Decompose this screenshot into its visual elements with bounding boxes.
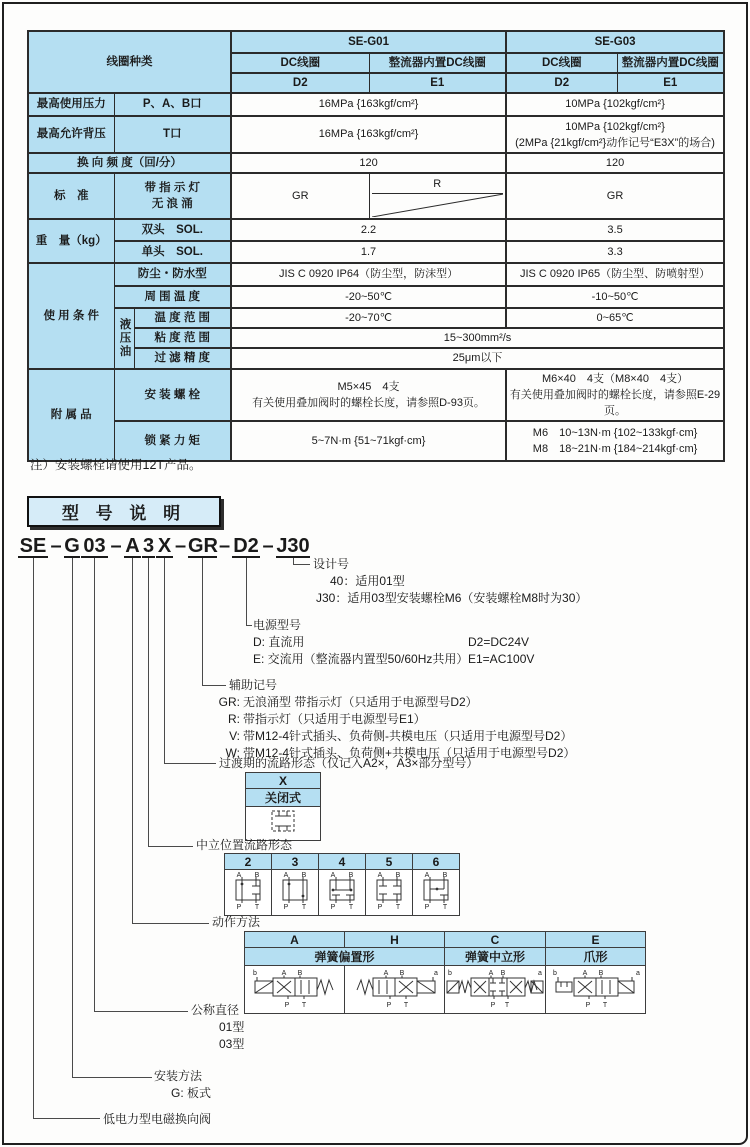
model-dash: –	[218, 535, 231, 557]
filtration-value: 25μm以下	[231, 348, 724, 369]
transition-type-label: 关闭式	[246, 789, 321, 807]
svg-text:B: B	[442, 872, 448, 879]
action-method-title: 动作方法	[212, 915, 261, 929]
mounting-bolt-g01	[231, 369, 506, 421]
connector-line	[94, 1011, 188, 1012]
svg-text:B: B	[297, 970, 302, 977]
weight-single-sol-label: 单头 SOL.	[114, 241, 231, 263]
model-dash: –	[110, 535, 122, 557]
max-pressure-label: 最高使用压力	[28, 93, 114, 116]
back-pressure-g03-line1: 10MPa {102kgf/cm²}	[565, 120, 665, 133]
svg-text:T: T	[395, 904, 401, 910]
action-type-detent: 爪形	[546, 948, 646, 966]
valve-symbol-neutral-3-icon	[273, 870, 317, 910]
weight-double-g03: 3.5	[506, 219, 724, 241]
connector-line	[246, 558, 247, 625]
svg-text:P: P	[330, 904, 336, 910]
aux-key: R:	[228, 712, 240, 726]
valve-symbol-action-a-icon	[247, 966, 343, 1008]
g01-rectifier-coil-header: 整流器内置DC线圈	[369, 53, 506, 73]
neutral-col-3: 3	[272, 854, 319, 870]
accessories-label: 附 属 品	[28, 369, 114, 461]
standard-indicator-label: 带 指 示 灯	[144, 182, 201, 194]
transition-flow-table	[245, 772, 321, 841]
neutral-symbol-cell	[225, 870, 272, 916]
tightening-torque-g03	[506, 421, 724, 461]
weight-double-sol-label: 双头 SOL.	[114, 219, 231, 241]
max-pressure-ports: P、A、B口	[114, 93, 231, 116]
ambient-temp-g03: -10~50℃	[506, 286, 724, 308]
aux-symbol-block	[214, 677, 575, 762]
back-pressure-g01: 16MPa {163kgf/cm²}	[231, 116, 506, 153]
weight-label: 重 量（kg）	[28, 219, 114, 263]
dustproof-g03: JIS C 0920 IP65（防尘型、防喷射型）	[506, 263, 724, 286]
dustproof-label: 防尘・防水型	[114, 263, 231, 286]
nominal-diameter-item: 01型	[219, 1020, 245, 1034]
max-pressure-g01: 16MPa {163kgf/cm²}	[231, 93, 506, 116]
neutral-col-2: 2	[225, 854, 272, 870]
svg-text:A: A	[377, 872, 383, 879]
svg-text:T: T	[348, 904, 354, 910]
svg-text:A: A	[236, 872, 242, 879]
svg-text:A: A	[283, 872, 289, 879]
connector-line	[72, 558, 73, 1077]
oil-temp-label: 温 度 范 围	[134, 308, 231, 328]
aux-desc: 带M12-4针式插头、负荷侧+共模电压（只适用于电源型号D2）	[243, 746, 576, 760]
svg-text:A: A	[383, 970, 388, 977]
voltage-e1: E1=AC100V	[468, 652, 535, 666]
svg-text:P: P	[424, 904, 430, 910]
connector-line	[202, 558, 203, 685]
connector-line	[246, 625, 252, 626]
viscosity-label: 粘 度 范 围	[134, 328, 231, 348]
valve-name-label: 低电力型电磁换向阀	[103, 1112, 212, 1126]
action-col-e: E	[546, 932, 646, 948]
standard-g01-e1-value: R	[433, 177, 442, 190]
svg-text:A: A	[281, 970, 286, 977]
max-pressure-g03: 10MPa {102kgf/cm²}	[506, 93, 724, 116]
g03-e1-header: E1	[617, 73, 724, 93]
connector-line	[148, 846, 193, 847]
oil-temp-g03: 0~65℃	[506, 308, 724, 328]
aux-item	[214, 711, 575, 728]
svg-text:P: P	[236, 904, 242, 910]
standard-label: 标 准	[28, 173, 114, 219]
switching-frequency-label: 换 向 频 度（回/分）	[28, 153, 231, 173]
transition-col-header: X	[246, 773, 321, 789]
power-type-item: D: 直流用	[253, 635, 305, 649]
nominal-diameter-title: 公称直径	[191, 1003, 240, 1017]
svg-text:B: B	[395, 872, 401, 879]
neutral-symbol-cell	[272, 870, 319, 916]
model-seg-03: 03	[81, 534, 108, 558]
corner-cell: 线圈种类	[28, 31, 231, 93]
bolt-g01-note: 有关使用叠加阀时的螺栓长度，请参照D-93页。	[252, 397, 485, 409]
neutral-col-5: 5	[366, 854, 413, 870]
svg-text:a: a	[635, 970, 640, 977]
model-dash: –	[262, 535, 274, 557]
connector-line	[164, 558, 165, 763]
bolt-g01-size: M5×45 4支	[337, 381, 400, 393]
dustproof-g01: JIS C 0920 IP64（防尘型，防沫型）	[231, 263, 506, 286]
action-method-table	[244, 931, 646, 1014]
tightening-torque-g01: 5~7N·m {51~71kgf·cm}	[231, 421, 506, 461]
svg-text:A: A	[582, 970, 587, 977]
valve-symbol-neutral-2-icon	[226, 870, 270, 910]
connector-line	[33, 558, 34, 1118]
torque-g03-m8: M8 18~21N·m {184~214kgf·cm}	[532, 443, 698, 455]
viscosity-value: 15~300mm²/s	[231, 328, 724, 348]
svg-text:B: B	[598, 970, 603, 977]
neutral-col-4: 4	[319, 854, 366, 870]
svg-text:B: B	[348, 872, 354, 879]
valve-symbol-action-e-icon	[548, 966, 644, 1008]
g03-dc-coil-header: DC线圈	[506, 53, 617, 73]
design-no-item: J30：适用03型安装螺栓M6（安装螺栓M8时为30）	[316, 591, 588, 605]
power-type-item: E: 交流用（整流器内置型50/60Hz共用）	[253, 652, 469, 666]
power-type-block	[253, 617, 468, 668]
connector-line	[293, 564, 310, 565]
standard-g03: GR	[506, 173, 724, 219]
valve-symbol-action-h-icon	[347, 966, 443, 1008]
torque-g03-m6: M6 10~13N·m {102~133kgf·cm}	[532, 427, 698, 439]
back-pressure-g03	[506, 116, 724, 153]
standard-g01-e1	[369, 173, 506, 219]
aux-item	[214, 728, 575, 745]
svg-text:P: P	[377, 904, 383, 910]
mounting-bolt-label: 安 装 螺 栓	[114, 369, 231, 421]
tightening-torque-label: 锁 紧 力 矩	[114, 421, 231, 461]
model-seg-g: G	[64, 535, 80, 557]
aux-desc: 无浪涌型 带指示灯（只适用于电源型号D2）	[243, 695, 478, 709]
model-g03-header: SE-G03	[506, 31, 724, 53]
svg-text:T: T	[403, 1002, 408, 1008]
design-no-title: 设计号	[313, 557, 350, 571]
voltage-d2: D2=DC24V	[468, 635, 530, 649]
svg-text:T: T	[442, 904, 448, 910]
svg-text:A: A	[488, 970, 494, 977]
mounting-bolt-g03	[506, 369, 724, 421]
aux-key: W:	[225, 746, 240, 760]
svg-text:B: B	[301, 872, 307, 879]
aux-key: GR:	[218, 695, 240, 709]
svg-text:B: B	[254, 872, 260, 879]
mounting-method-title: 安装方法	[154, 1069, 203, 1083]
svg-text:a: a	[433, 970, 438, 977]
svg-text:T: T	[602, 1002, 607, 1008]
g01-d2-header: D2	[231, 73, 369, 93]
connector-line	[33, 1118, 100, 1119]
action-symbol-cell	[345, 966, 445, 1014]
voltage-block	[468, 634, 534, 668]
model-dash: –	[174, 535, 187, 557]
svg-text:T: T	[504, 1002, 510, 1008]
svg-text:P: P	[284, 1002, 289, 1008]
switching-frequency-g01: 120	[231, 153, 506, 173]
aux-desc: 带M12-4针式插头、负荷侧-共模电压（只适用于电源型号D2）	[243, 729, 573, 743]
valve-symbol-closed-icon	[267, 807, 299, 835]
valve-symbol-neutral-6-icon	[414, 870, 458, 910]
operating-conditions-label: 使 用 条 件	[28, 263, 114, 369]
switching-frequency-g03: 120	[506, 153, 724, 173]
svg-text:P: P	[585, 1002, 590, 1008]
svg-text:a: a	[538, 970, 542, 977]
model-seg-d2: D2	[233, 535, 259, 557]
aux-symbol-title: 辅助记号	[229, 678, 278, 692]
svg-text:B: B	[399, 970, 404, 977]
aux-item	[214, 694, 575, 711]
neutral-symbol-cell	[366, 870, 413, 916]
connector-line	[94, 558, 95, 1011]
g01-e1-header: E1	[369, 73, 506, 93]
power-type-title: 电源型号	[253, 618, 302, 632]
connector-line	[148, 558, 149, 846]
standard-surgeless-label: 无 浪 涌	[151, 198, 193, 210]
model-g01-header: SE-G01	[231, 31, 506, 53]
na-diagonal	[372, 194, 504, 217]
connector-line	[132, 558, 133, 923]
design-no-block	[313, 556, 587, 607]
svg-text:B: B	[500, 970, 506, 977]
action-col-h: H	[345, 932, 445, 948]
neutral-flow-table	[224, 853, 460, 916]
action-symbol-cell	[245, 966, 345, 1014]
weight-single-g01: 1.7	[231, 241, 506, 263]
bolt-g03-size: M6×40 4支（M8×40 4支）	[541, 373, 689, 385]
action-col-c: C	[445, 932, 546, 948]
svg-text:P: P	[386, 1002, 391, 1008]
nominal-diameter-item: 03型	[219, 1037, 245, 1051]
valve-symbol-neutral-5-icon	[367, 870, 411, 910]
model-seg-x: X	[157, 535, 172, 557]
svg-text:b: b	[448, 970, 452, 977]
standard-g01-d2: GR	[231, 173, 369, 219]
valve-symbol-neutral-4-icon	[320, 870, 364, 910]
weight-single-g03: 3.3	[506, 241, 724, 263]
g01-dc-coil-header: DC线圈	[231, 53, 369, 73]
model-seg-3: 3	[142, 535, 155, 557]
svg-text:P: P	[490, 1002, 496, 1008]
valve-symbol-action-c-icon	[445, 966, 545, 1008]
aux-desc: 带指示灯（只适用于电源型号E1）	[243, 712, 426, 726]
closed-center-symbol-cell	[246, 807, 321, 841]
svg-text:A: A	[330, 872, 336, 879]
footnote: 注）安装螺栓请使用12T产品。	[30, 458, 202, 472]
model-seg-a: A	[125, 535, 140, 557]
neutral-symbol-cell	[319, 870, 366, 916]
back-pressure-label: 最高允许背压	[28, 116, 114, 153]
ambient-temp-g01: -20~50℃	[231, 286, 506, 308]
oil-temp-g01: -20~70℃	[231, 308, 506, 328]
action-symbol-cell	[546, 966, 646, 1014]
model-dash: –	[50, 535, 62, 557]
connector-line	[132, 923, 209, 924]
standard-sub	[114, 173, 231, 219]
model-seg-j30: J30	[276, 535, 310, 557]
connector-line	[72, 1077, 152, 1078]
svg-text:P: P	[283, 904, 289, 910]
weight-double-g01: 2.2	[231, 219, 506, 241]
svg-text:b: b	[552, 970, 557, 977]
nominal-diameter-block	[191, 1002, 244, 1053]
svg-text:b: b	[252, 970, 257, 977]
spec-table	[27, 30, 725, 462]
hydraulic-oil-label: 液压油	[114, 308, 134, 369]
model-seg-gr: GR	[188, 535, 218, 557]
bolt-g03-note: 有关使用叠加阀时的螺栓长度，请参照E-29页。	[509, 389, 721, 417]
mounting-method-block	[154, 1068, 211, 1102]
action-type-spring-center: 弹簧中立形	[445, 948, 546, 966]
transition-flow-title: 过渡期的流路形态（仅记入A2×，A3×部分型号）	[219, 756, 479, 770]
svg-text:T: T	[301, 904, 307, 910]
neutral-symbol-cell	[413, 870, 460, 916]
back-pressure-port: T口	[114, 116, 231, 153]
aux-key: V:	[229, 729, 240, 743]
section-title: 型 号 说 明	[61, 504, 187, 523]
model-seg-se: SE	[19, 535, 47, 557]
back-pressure-g03-line2: (2MPa {21kgf/cm²}动作记号“E3X”的场合)	[515, 136, 715, 149]
connector-line	[164, 763, 216, 764]
filtration-label: 过 滤 精 度	[134, 348, 231, 369]
neutral-flow-title: 中立位置流路形态	[196, 838, 293, 852]
neutral-col-6: 6	[413, 854, 460, 870]
svg-text:T: T	[301, 1002, 306, 1008]
svg-text:T: T	[254, 904, 260, 910]
mounting-method-item: G: 板式	[171, 1086, 212, 1100]
section-title-box	[27, 496, 221, 527]
design-no-item: 40：适用01型	[330, 574, 405, 588]
action-col-a: A	[245, 932, 345, 948]
action-type-spring-offset: 弹簧偏置形	[245, 948, 445, 966]
g03-rectifier-coil-header: 整流器内置DC线圈	[617, 53, 724, 73]
g03-d2-header: D2	[506, 73, 617, 93]
ambient-temp-label: 周 围 温 度	[114, 286, 231, 308]
svg-text:A: A	[424, 872, 430, 879]
action-symbol-cell	[445, 966, 546, 1014]
